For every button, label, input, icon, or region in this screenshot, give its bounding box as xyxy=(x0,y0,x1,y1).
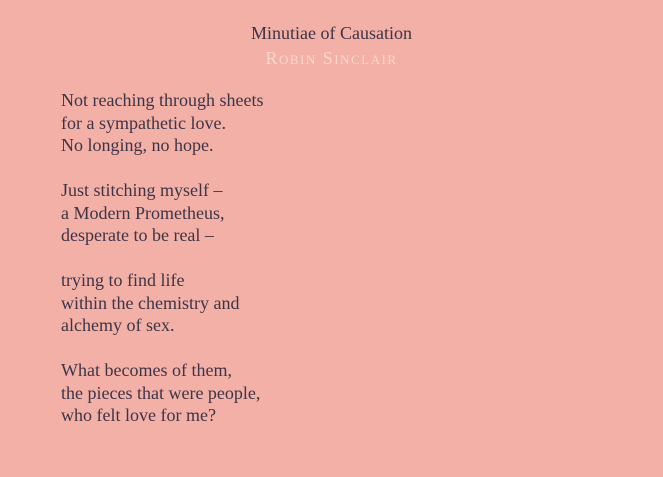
poem-line: Just stitching myself – xyxy=(61,180,223,200)
poem-line: What becomes of them, xyxy=(61,360,232,380)
poem-line: for a sympathetic love. xyxy=(61,112,226,133)
poem-line: trying to find life xyxy=(61,270,185,290)
stanza-2 xyxy=(61,179,621,247)
poem-author: Robin Sinclair xyxy=(265,48,398,68)
poem-title: Minutiae of Causation xyxy=(251,23,412,43)
poem-line: No longing, no hope. xyxy=(61,135,214,155)
poem-body xyxy=(61,89,621,449)
poem-line: within the chemistry and xyxy=(61,292,240,313)
poem-line: the pieces that were people, xyxy=(61,382,261,403)
poem-line: alchemy of sex. xyxy=(61,315,175,335)
poem-line: a Modern Prometheus, xyxy=(61,202,225,223)
stanza-3 xyxy=(61,269,621,337)
stanza-4 xyxy=(61,359,621,427)
poem-line: who felt love for me? xyxy=(61,405,216,425)
stanza-1 xyxy=(61,89,621,157)
poem-line: Not reaching through sheets xyxy=(61,90,264,110)
poem-line: desperate to be real – xyxy=(61,225,214,245)
